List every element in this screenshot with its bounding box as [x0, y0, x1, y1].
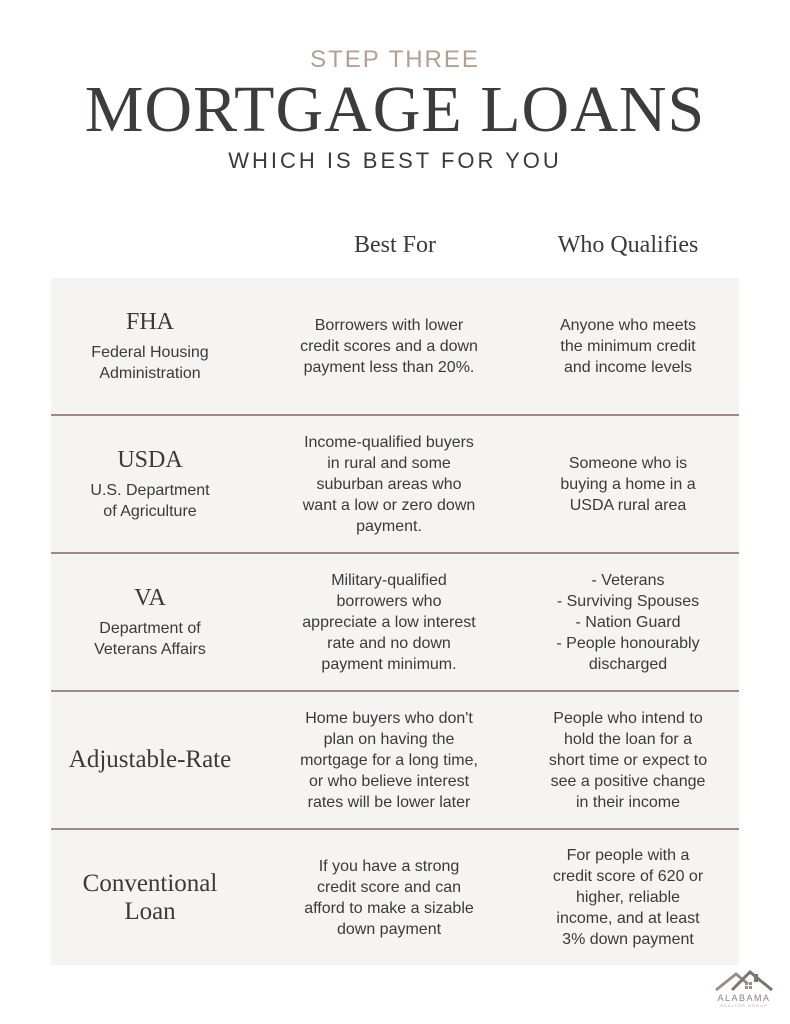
- best-for-cell: If you have a strong credit score and can afford to make a sizable down payment: [304, 857, 474, 938]
- who-qualifies-cell: Anyone who meets the minimum credit and income levels: [559, 316, 697, 376]
- page-subtitle: WHICH IS BEST FOR YOU: [228, 148, 562, 173]
- best-for-cell: Income-qualified buyers in rural and some suburban areas who want a low or zero down payment.: [302, 433, 476, 535]
- step-kicker: STEP THREE: [310, 46, 480, 73]
- loan-name-cell: [51, 870, 249, 926]
- loan-name: FHA: [125, 309, 174, 335]
- who-qualifies-cell: - Veterans - Surviving Spouses - Nation Guard - People honourably discharged: [556, 571, 700, 673]
- best-for-cell: Borrowers with lower credit scores and a down payment less than 20%.: [300, 316, 478, 376]
- page-title: MORTGAGE LOANS: [84, 73, 706, 146]
- column-header-who-qualifies: Who Qualifies: [557, 232, 699, 258]
- table-row-usda: [51, 416, 739, 554]
- brand-logo: [708, 968, 780, 1020]
- loan-full-name: Federal Housing Administration: [91, 344, 209, 382]
- loan-name: USDA: [117, 447, 183, 473]
- loan-name: VA: [134, 585, 166, 611]
- loan-name-cell: [51, 446, 249, 522]
- loan-name: Conventional Loan: [82, 869, 218, 925]
- house-roof-icon: [714, 968, 774, 992]
- best-for-cell: Home buyers who don't plan on having the mortgage for a long time, or who believe interest rates will be lower later: [300, 709, 478, 811]
- best-for-cell: Military-qualified borrowers who appreciate a low interest rate and no down payment minimum.: [302, 571, 476, 673]
- loan-comparison-table: [51, 278, 739, 965]
- column-header-best-for: Best For: [353, 232, 436, 258]
- who-qualifies-cell: People who intend to hold the loan for a short time or expect to see a positive change in their income: [548, 709, 708, 811]
- table-row-adjustable-rate: [51, 692, 739, 830]
- logo-wordmark: ALABAMA: [717, 993, 771, 1003]
- loan-name: Adjustable-Rate: [68, 746, 232, 773]
- loan-name-cell: [51, 308, 249, 384]
- who-qualifies-cell: For people with a credit score of 620 or higher, reliable income, and at least 3% down payment: [552, 847, 704, 948]
- table-row-va: [51, 554, 739, 692]
- loan-full-name: U.S. Department of Agriculture: [90, 482, 210, 520]
- loan-name-cell: [51, 746, 249, 774]
- who-qualifies-cell: Someone who is buying a home in a USDA rural area: [560, 454, 696, 514]
- table-row-conventional: [51, 830, 739, 965]
- table-row-fha: [51, 278, 739, 416]
- loan-name-cell: [51, 584, 249, 660]
- loan-full-name: Department of Veterans Affairs: [94, 620, 206, 658]
- logo-tagline: REALTOR GROUP: [720, 1003, 768, 1008]
